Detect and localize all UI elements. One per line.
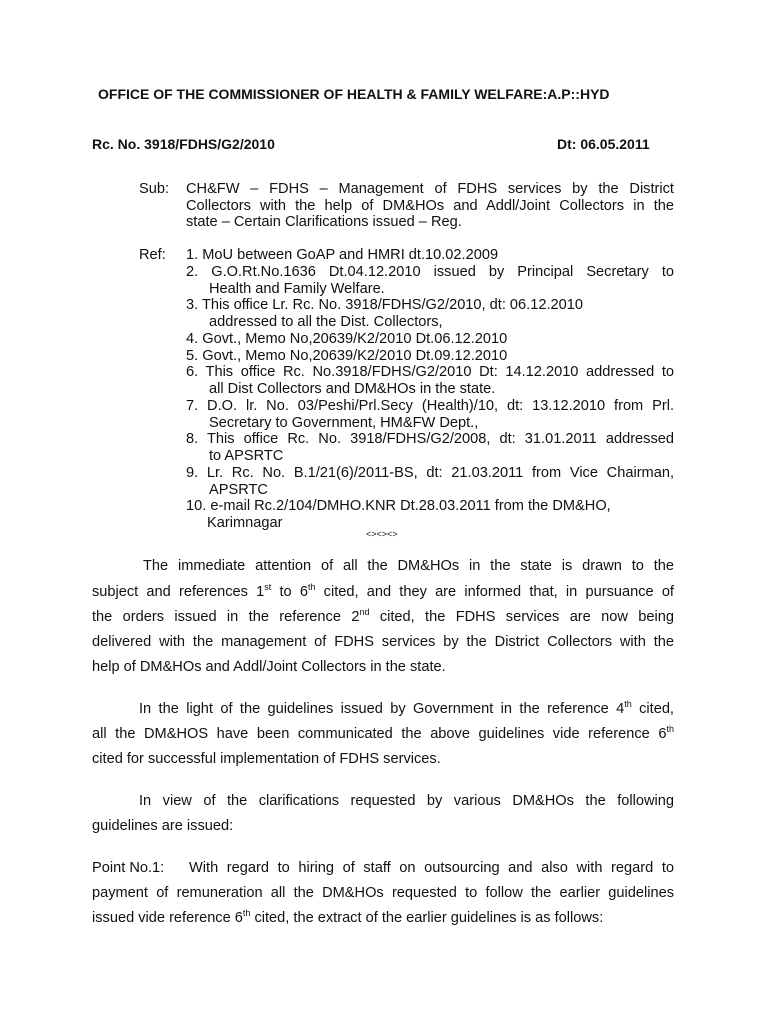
body-paragraph-line: help of DM&HOs and Addl/Joint Collectors in the state. (92, 659, 446, 675)
reference-item: Karimnagar (207, 515, 283, 531)
body-paragraph-line: all the DM&HOS have been communicated the above guidelines vide reference 6th (92, 724, 674, 742)
body-paragraph-line: cited for successful implementation of FDHS services. (92, 751, 441, 767)
body-paragraph-line: issued vide reference 6th cited, the extract of the earlier guidelines is as follows: (92, 908, 604, 926)
subject-line: CH&FW – FDHS – Management of FDHS services by the District (186, 181, 674, 197)
reference-item: to APSRTC (209, 448, 284, 464)
reference-item: APSRTC (209, 482, 268, 498)
body-paragraph-line: guidelines are issued: (92, 818, 234, 834)
reference-item: 8. This office Rc. No. 3918/FDHS/G2/2008, dt: 31.01.2011 addressed (186, 431, 674, 447)
point-label: Point No.1: (92, 860, 165, 876)
reference-item: Secretary to Government, HM&FW Dept., (209, 415, 479, 431)
reference-item: 1. MoU between GoAP and HMRI dt.10.02.2009 (186, 247, 499, 263)
body-paragraph-line: delivered with the management of FDHS services by the District Collectors with the (92, 634, 674, 650)
reference-item: 6. This office Rc. No.3918/FDHS/G2/2010 Dt: 14.12.2010 addressed to (186, 364, 674, 380)
body-paragraph-line: The immediate attention of all the DM&HOs in the state is drawn to the (143, 558, 674, 574)
office-heading: OFFICE OF THE COMMISSIONER OF HEALTH & FAMILY WELFARE:A.P::HYD (98, 86, 610, 102)
subject-line: Collectors with the help of DM&HOs and Addl/Joint Collectors in the (186, 198, 674, 214)
reference-label: Ref: (139, 247, 166, 263)
reference-number: Rc. No. 3918/FDHS/G2/2010 (92, 136, 275, 152)
reference-item: 7. D.O. lr. No. 03/Peshi/Prl.Secy (Health)/10, dt: 13.12.2010 from Prl. (186, 398, 674, 414)
reference-item: 10. e-mail Rc.2/104/DMHO.KNR Dt.28.03.2011 from the DM&HO, (186, 498, 611, 514)
reference-item: 9. Lr. Rc. No. B.1/21(6)/2011-BS, dt: 21.03.2011 from Vice Chairman, (186, 465, 674, 481)
body-paragraph-line: payment of remuneration all the DM&HOs requested to follow the earlier guidelines (92, 885, 674, 901)
subject-label: Sub: (139, 181, 170, 197)
body-paragraph-line: With regard to hiring of staff on outsourcing and also with regard to (189, 860, 674, 876)
document-date: Dt: 06.05.2011 (557, 136, 650, 152)
reference-item: addressed to all the Dist. Collectors, (209, 314, 443, 330)
body-paragraph-line: the orders issued in the reference 2nd cited, the FDHS services are now being (92, 607, 674, 625)
reference-item: 2. G.O.Rt.No.1636 Dt.04.12.2010 issued by Principal Secretary to (186, 264, 674, 280)
body-paragraph-line: In the light of the guidelines issued by Government in the reference 4th cited, (139, 699, 674, 717)
reference-item: all Dist Collectors and DM&HOs in the state. (209, 381, 496, 397)
reference-item: Health and Family Welfare. (209, 281, 385, 297)
reference-item: 4. Govt., Memo No,20639/K2/2010 Dt.06.12.2010 (186, 331, 508, 347)
body-paragraph-line: In view of the clarifications requested by various DM&HOs the following (139, 793, 674, 809)
section-divider: <><><> (366, 529, 398, 539)
subject-line: state – Certain Clarifications issued – Reg. (186, 214, 462, 230)
reference-item: 3. This office Lr. Rc. No. 3918/FDHS/G2/2010, dt: 06.12.2010 (186, 297, 583, 313)
reference-item: 5. Govt., Memo No,20639/K2/2010 Dt.09.12.2010 (186, 348, 508, 364)
body-paragraph-line: subject and references 1st to 6th cited, and they are informed that, in pursuance of (92, 582, 674, 600)
